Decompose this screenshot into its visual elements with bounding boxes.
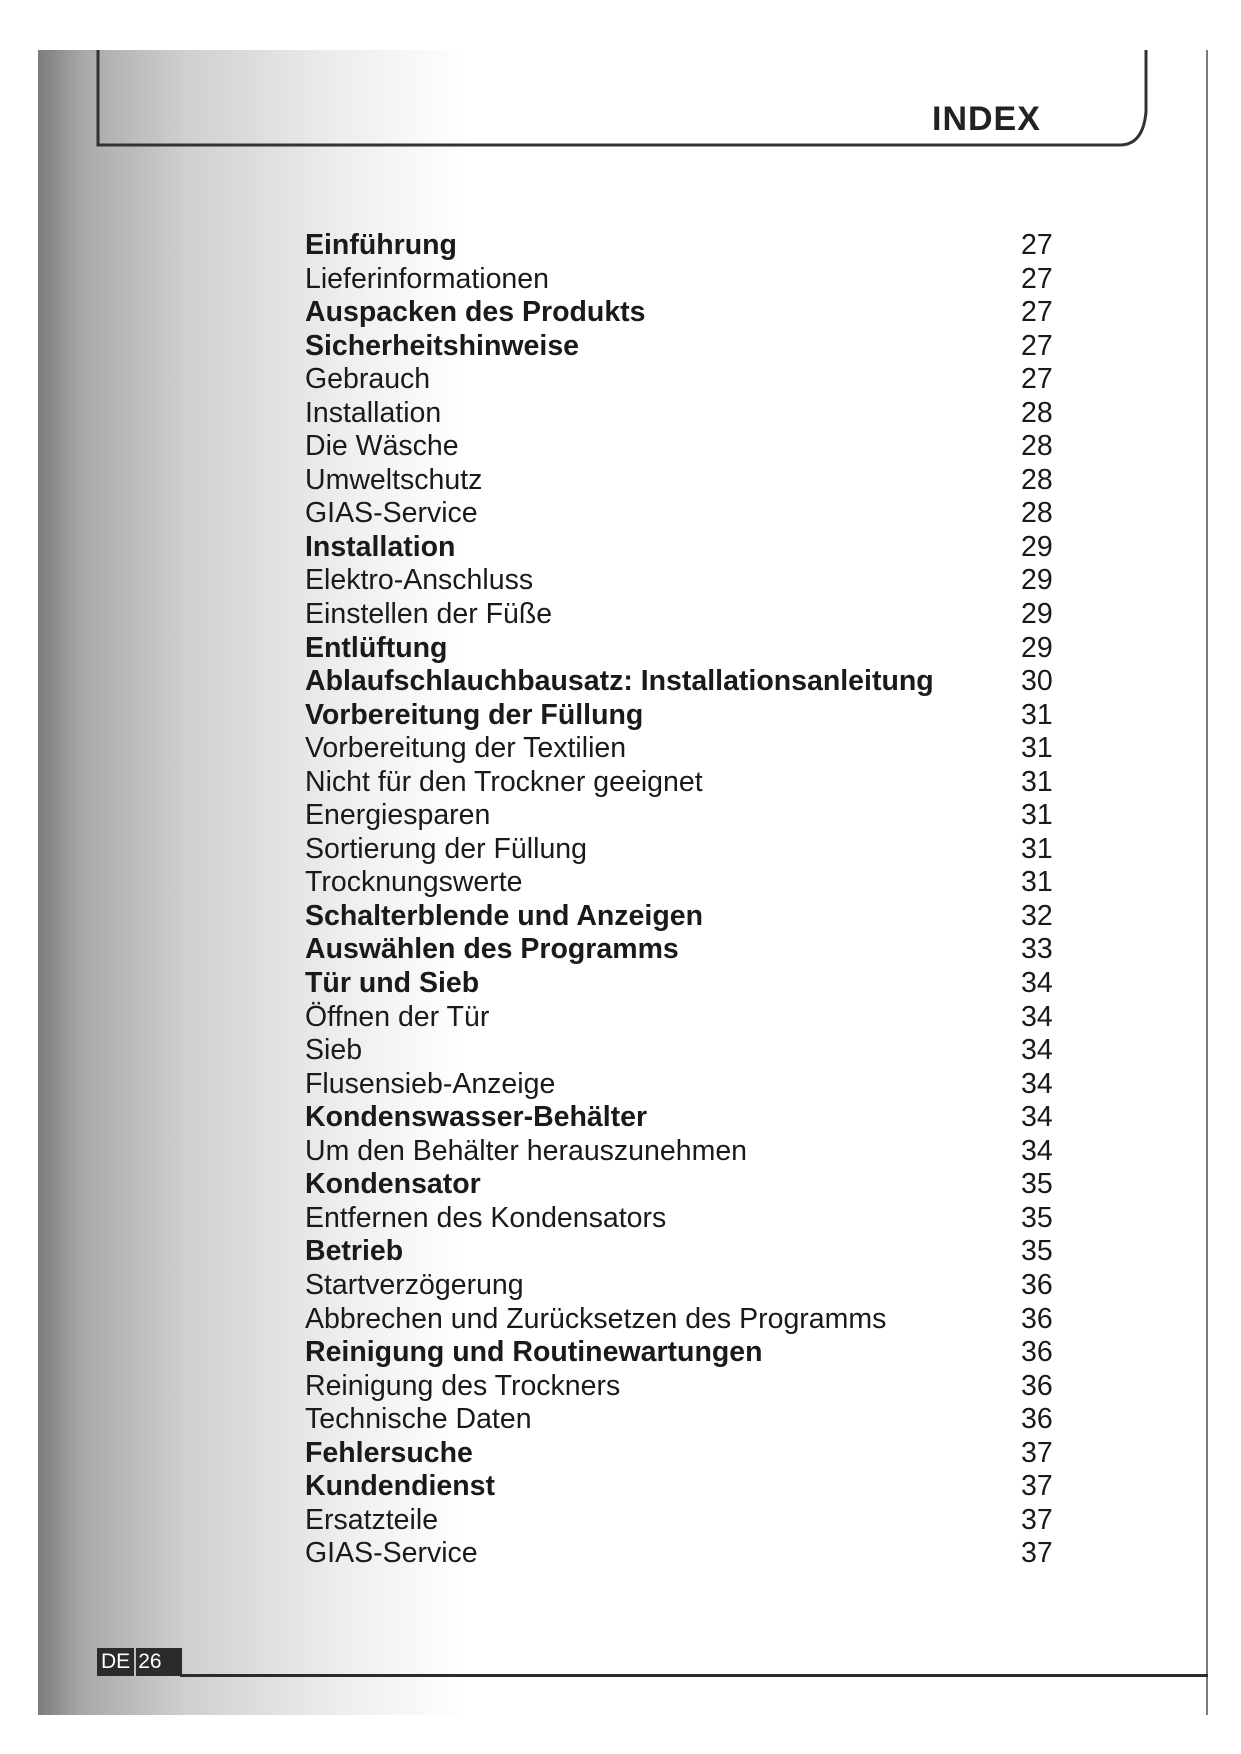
toc-entry-label: Fehlersuche <box>305 1436 473 1469</box>
toc-entry-label: Auswählen des Programms <box>305 933 679 966</box>
toc-entry <box>305 866 1065 900</box>
toc-entry <box>305 1303 1065 1337</box>
toc-entry-page: 34 <box>1021 1034 1053 1067</box>
toc-entry-label: Startverzögerung <box>305 1268 524 1301</box>
toc-entry-page: 29 <box>1021 530 1053 563</box>
right-edge-rule <box>1206 50 1208 1715</box>
toc-entry-page: 31 <box>1021 799 1053 832</box>
toc-entry-label: Um den Behälter herauszunehmen <box>305 1134 748 1167</box>
toc-entry-label: Technische Daten <box>305 1403 532 1436</box>
toc-entry <box>305 799 1065 833</box>
toc-entry-page: 28 <box>1021 396 1053 429</box>
toc-entry-label: Sortierung der Füllung <box>305 832 587 865</box>
toc-entry-label: Reinigung des Trockners <box>305 1369 621 1402</box>
toc-entry-page: 30 <box>1021 665 1053 698</box>
toc-entry <box>305 699 1065 733</box>
toc-entry-page: 27 <box>1021 296 1053 329</box>
toc-entry-label: Elektro-Anschluss <box>305 564 534 597</box>
toc-entry <box>305 1370 1065 1404</box>
toc-entry <box>305 1068 1065 1102</box>
header-frame <box>0 0 1241 160</box>
toc-entry-label: Kondenswasser-Behälter <box>305 1101 648 1134</box>
toc-entry-label: Entfernen des Kondensators <box>305 1201 667 1234</box>
toc-entry-page: 36 <box>1021 1302 1053 1335</box>
toc-entry-label: Einführung <box>305 229 457 261</box>
toc-entry-page: 34 <box>1021 967 1053 1000</box>
toc-entry-page: 27 <box>1021 363 1053 396</box>
toc-entry-label: Installation <box>305 530 456 563</box>
toc-entry <box>305 766 1065 800</box>
toc-entry-page: 37 <box>1021 1537 1053 1570</box>
toc-entry-page: 33 <box>1021 933 1053 966</box>
toc-entry-page: 28 <box>1021 497 1053 530</box>
toc-entry <box>305 531 1065 565</box>
toc-entry <box>305 263 1065 297</box>
toc-entry <box>305 1504 1065 1538</box>
page-number: 26 <box>136 1648 181 1676</box>
toc-entry-page: 34 <box>1021 1000 1053 1033</box>
toc-entry <box>305 296 1065 330</box>
toc-entry-label: Entlüftung <box>305 631 448 664</box>
toc-entry-page: 31 <box>1021 765 1053 798</box>
toc-entry-label: Öffnen der Tür <box>305 1000 490 1033</box>
table-of-contents <box>305 229 1065 1571</box>
toc-entry-page: 34 <box>1021 1101 1053 1134</box>
toc-entry-page: 35 <box>1021 1168 1053 1201</box>
toc-entry-page: 31 <box>1021 698 1053 731</box>
toc-entry <box>305 1168 1065 1202</box>
toc-entry-page: 34 <box>1021 1134 1053 1167</box>
toc-entry <box>305 967 1065 1001</box>
toc-entry-page: 36 <box>1021 1369 1053 1402</box>
toc-entry <box>305 933 1065 967</box>
toc-entry-page: 29 <box>1021 564 1053 597</box>
toc-entry <box>305 430 1065 464</box>
toc-entry-page: 31 <box>1021 732 1053 765</box>
toc-entry <box>305 1034 1065 1068</box>
toc-entry-label: Vorbereitung der Füllung <box>305 698 644 731</box>
toc-entry-label: Umweltschutz <box>305 463 483 496</box>
toc-entry-label: Betrieb <box>305 1235 404 1268</box>
toc-entry-label: Die Wäsche <box>305 430 459 463</box>
toc-entry <box>305 1001 1065 1035</box>
toc-entry <box>305 632 1065 666</box>
toc-entry-label: Sicherheitshinweise <box>305 329 580 362</box>
toc-entry-page: 37 <box>1021 1436 1053 1469</box>
toc-entry-label: Schalterblende und Anzeigen <box>305 899 703 932</box>
toc-entry-page: 27 <box>1021 229 1053 261</box>
toc-entry-label: Flusensieb-Anzeige <box>305 1067 556 1100</box>
toc-entry-label: Trocknungswerte <box>305 866 523 899</box>
toc-entry-page: 36 <box>1021 1403 1053 1436</box>
toc-entry <box>305 564 1065 598</box>
toc-entry <box>305 1101 1065 1135</box>
toc-entry-label: Vorbereitung der Textilien <box>305 732 627 765</box>
language-code: DE <box>97 1648 134 1676</box>
toc-entry <box>305 229 1065 263</box>
toc-entry-page: 35 <box>1021 1201 1053 1234</box>
toc-entry-page: 36 <box>1021 1336 1053 1369</box>
toc-entry-page: 28 <box>1021 430 1053 463</box>
toc-entry-page: 27 <box>1021 329 1053 362</box>
toc-entry-label: Ablaufschlauchbausatz: Installationsanleitung <box>305 665 934 698</box>
toc-entry-label: Energiesparen <box>305 799 491 832</box>
toc-entry-page: 29 <box>1021 598 1053 631</box>
toc-entry <box>305 464 1065 498</box>
toc-entry <box>305 497 1065 531</box>
toc-entry-page: 32 <box>1021 899 1053 932</box>
toc-entry-label: Gebrauch <box>305 363 431 396</box>
toc-entry-label: GIAS-Service <box>305 1537 478 1570</box>
toc-entry <box>305 1470 1065 1504</box>
toc-entry <box>305 732 1065 766</box>
toc-entry-page: 34 <box>1021 1067 1053 1100</box>
toc-entry-page: 28 <box>1021 463 1053 496</box>
toc-entry-page: 36 <box>1021 1268 1053 1301</box>
toc-entry-page: 31 <box>1021 866 1053 899</box>
toc-entry <box>305 397 1065 431</box>
toc-entry-label: Abbrechen und Zurücksetzen des Programms <box>305 1302 887 1335</box>
toc-entry-page: 27 <box>1021 262 1053 295</box>
toc-entry-label: Installation <box>305 396 442 429</box>
toc-entry <box>305 833 1065 867</box>
toc-entry-page: 37 <box>1021 1503 1053 1536</box>
toc-entry-page: 37 <box>1021 1470 1053 1503</box>
toc-entry-label: GIAS-Service <box>305 497 478 530</box>
toc-entry-label: Lieferinformationen <box>305 262 549 295</box>
toc-entry-page: 29 <box>1021 631 1053 664</box>
toc-entry <box>305 900 1065 934</box>
toc-entry-label: Kundendienst <box>305 1470 495 1503</box>
toc-entry-label: Sieb <box>305 1034 363 1067</box>
toc-entry-label: Nicht für den Trockner geeignet <box>305 765 703 798</box>
toc-entry-label: Reinigung und Routinewartungen <box>305 1336 763 1369</box>
toc-entry-label: Tür und Sieb <box>305 967 480 1000</box>
toc-entry-page: 31 <box>1021 832 1053 865</box>
toc-entry <box>305 1336 1065 1370</box>
toc-entry <box>305 1202 1065 1236</box>
toc-entry <box>305 665 1065 699</box>
toc-entry <box>305 1269 1065 1303</box>
toc-entry <box>305 330 1065 364</box>
toc-entry <box>305 1437 1065 1471</box>
toc-entry-label: Auspacken des Produkts <box>305 296 646 329</box>
toc-entry <box>305 1235 1065 1269</box>
toc-entry-label: Einstellen der Füße <box>305 598 553 631</box>
toc-entry <box>305 1403 1065 1437</box>
footer-rule <box>180 1674 1208 1677</box>
toc-entry-label: Kondensator <box>305 1168 481 1201</box>
toc-entry-label: Ersatzteile <box>305 1503 439 1536</box>
page-title: INDEX <box>932 100 1041 138</box>
toc-entry <box>305 598 1065 632</box>
toc-entry-page: 35 <box>1021 1235 1053 1268</box>
toc-entry <box>305 1135 1065 1169</box>
toc-entry <box>305 1537 1065 1571</box>
toc-entry <box>305 363 1065 397</box>
page-badge <box>97 1648 182 1676</box>
